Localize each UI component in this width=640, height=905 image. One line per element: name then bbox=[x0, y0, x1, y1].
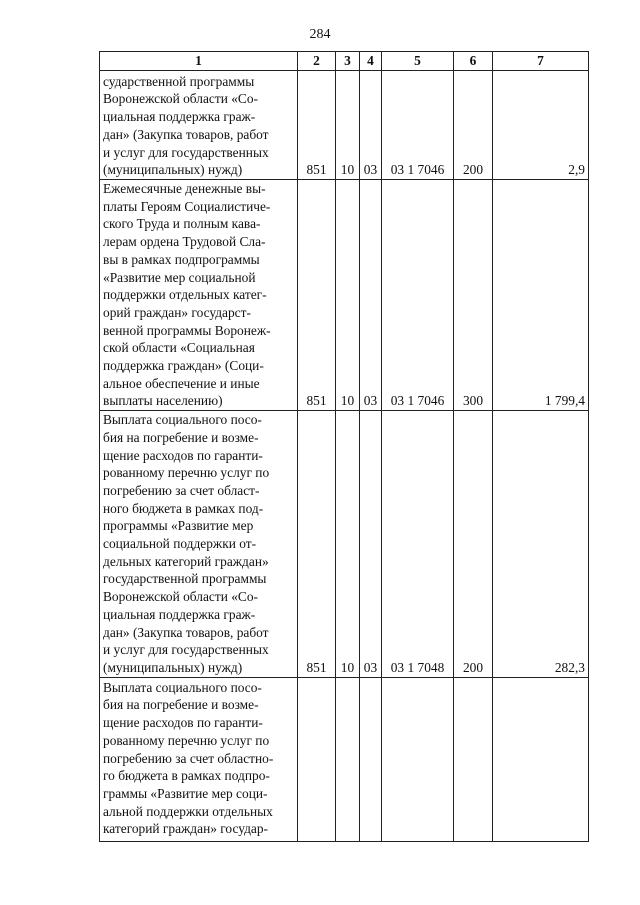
section-code: 10 bbox=[336, 411, 360, 678]
ministry-code: 851 bbox=[298, 71, 336, 180]
row-description: Выплата социального посо- бия на погребение и возме- щение расходов по гаранти- рованному перечню услуг по погребению за счет областно- го бюджета в рамках подпро- граммы «Развитие мер соци- альной поддержки отдельных категорий граждан» государ- bbox=[100, 677, 298, 841]
target-article-code: 03 1 7046 bbox=[382, 71, 454, 180]
section-code: 10 bbox=[336, 71, 360, 180]
table-row bbox=[100, 411, 589, 678]
subsection-code: 03 bbox=[360, 411, 382, 678]
expense-type-code: 300 bbox=[454, 180, 493, 411]
amount bbox=[493, 677, 589, 841]
column-header-6: 6 bbox=[454, 52, 493, 71]
section-code: 10 bbox=[336, 180, 360, 411]
target-article-code: 03 1 7048 bbox=[382, 411, 454, 678]
expense-type-code: 200 bbox=[454, 411, 493, 678]
amount: 2,9 bbox=[493, 71, 589, 180]
page-number: 284 bbox=[309, 27, 331, 42]
column-header-2: 2 bbox=[298, 52, 336, 71]
subsection-code bbox=[360, 677, 382, 841]
row-description: Ежемесячные денежные вы- платы Героям Социалистиче- ского Труда и полным кава- лерам ордена Трудовой Сла- вы в рамках подпрограммы «Развитие мер социальной поддержки отдельных катег- орий граждан» государст- венной программы Воронеж- ской области «Социальная поддержка граждан» (Соци- альное обеспечение и иные выплаты населению) bbox=[100, 180, 298, 411]
table-row bbox=[100, 677, 589, 841]
header-row bbox=[100, 52, 589, 71]
amount: 1 799,4 bbox=[493, 180, 589, 411]
table-row bbox=[100, 180, 589, 411]
budget-table bbox=[99, 51, 589, 842]
target-article-code bbox=[382, 677, 454, 841]
amount: 282,3 bbox=[493, 411, 589, 678]
row-description: Выплата социального посо- бия на погребение и возме- щение расходов по гаранти- рованному перечню услуг по погребению за счет област- ного бюджета в рамках под- программы «Развитие мер социальной поддержки от- дельных категорий граждан» государственной программы Воронежской области «Со- циальная поддержка граж- дан» (Закупка товаров, работ и услуг для государственных (муниципальных) нужд) bbox=[100, 411, 298, 678]
ministry-code bbox=[298, 677, 336, 841]
section-code bbox=[336, 677, 360, 841]
column-header-7: 7 bbox=[493, 52, 589, 71]
table-row bbox=[100, 71, 589, 180]
target-article-code: 03 1 7046 bbox=[382, 180, 454, 411]
column-header-4: 4 bbox=[360, 52, 382, 71]
column-header-5: 5 bbox=[382, 52, 454, 71]
subsection-code: 03 bbox=[360, 71, 382, 180]
ministry-code: 851 bbox=[298, 180, 336, 411]
expense-type-code: 200 bbox=[454, 71, 493, 180]
subsection-code: 03 bbox=[360, 180, 382, 411]
expense-type-code bbox=[454, 677, 493, 841]
column-header-1: 1 bbox=[100, 52, 298, 71]
ministry-code: 851 bbox=[298, 411, 336, 678]
column-header-3: 3 bbox=[336, 52, 360, 71]
row-description: сударственной программы Воронежской области «Со- циальная поддержка граж- дан» (Закупка товаров, работ и услуг для государственных (муниципальных) нужд) bbox=[100, 71, 298, 180]
